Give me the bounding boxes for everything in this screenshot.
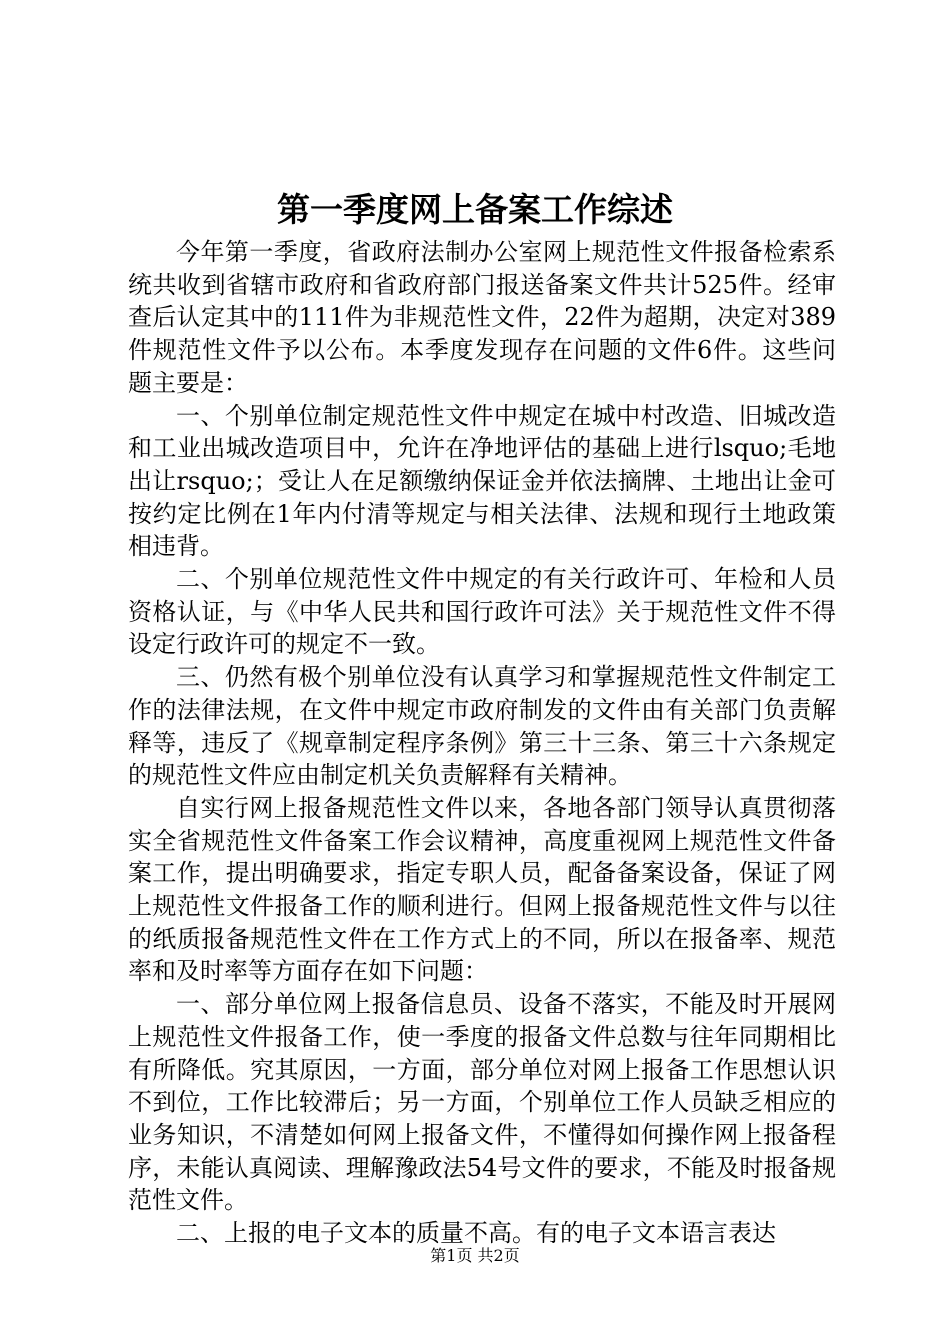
- paragraph: 今年第一季度，省政府法制办公室网上规范性文件报备检索系统共收到省辖市政府和省政府部门报送备案文件共计525件。经审查后认定其中的111件为非规范性文件，22件为超期，决定对389件规范性文件予以公布。本季度发现存在问题的文件6件。这些问题主要是：: [128, 238, 836, 397]
- document-body: [128, 236, 836, 1250]
- paragraph: 二、个别单位规范性文件中规定的有关行政许可、年检和人员资格认证，与《中华人民共和国行政许可法》关于规范性文件不得设定行政许可的规定不一致。: [128, 565, 836, 659]
- document-title: 第一季度网上备案工作综述: [277, 190, 673, 229]
- paragraph: 自实行网上报备规范性文件以来，各地各部门领导认真贯彻落实全省规范性文件备案工作会议精神，高度重视网上规范性文件备案工作，提出明确要求，指定专职人员，配备备案设备，保证了网上规范性文件报备工作的顺利进行。但网上报备规范性文件与以往的纸质报备规范性文件在工作方式上的不同，所以在报备率、规范率和及时率等方面存在如下问题：: [128, 793, 836, 986]
- paragraph: 二、上报的电子文本的质量不高。有的电子文本语言表达: [176, 1219, 776, 1248]
- paragraph: 一、部分单位网上报备信息员、设备不落实，不能及时开展网上规范性文件报备工作，使一季度的报备文件总数与往年同期相比有所降低。究其原因，一方面，部分单位对网上报备工作思想认识不到位，工作比较滞后；另一方面，个别单位工作人员缺乏相应的业务知识，不清楚如何网上报备文件，不懂得如何操作网上报备程序，未能认真阅读、理解豫政法54号文件的要求，不能及时报备规范性文件。: [128, 990, 836, 1215]
- paragraph: 一、个别单位制定规范性文件中规定在城中村改造、旧城改造和工业出城改造项目中，允许在净地评估的基础上进行lsquo;毛地出让rsquo;；受让人在足额缴纳保证金并依法摘牌、土地出让金可按约定比例在1年内付清等规定与相关法律、法规和现行土地政策相违背。: [128, 401, 836, 561]
- page-number-footer: 第1页 共2页: [430, 1246, 520, 1265]
- paragraph: 三、仍然有极个别单位没有认真学习和掌握规范性文件制定工作的法律法规，在文件中规定市政府制发的文件由有关部门负责解释等，违反了《规章制定程序条例》第三十三条、第三十六条规定的规范性文件应由制定机关负责解释有关精神。: [128, 663, 836, 790]
